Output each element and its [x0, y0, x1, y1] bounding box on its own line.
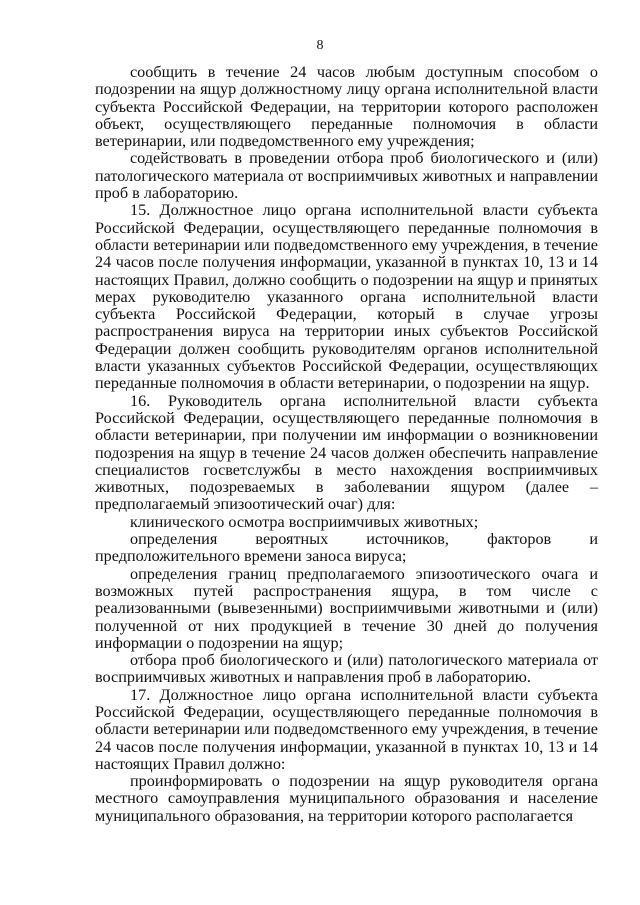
paragraph: определения границ предполагаемого эпизоотического очага и возможных путей распространения ящура, в том числе с реализованными (вывезенными) восприимчивыми животными и (или) полученной от них продукцией в течение 30 дней до получения информации о подозрении на ящур;: [95, 564, 598, 652]
paragraph: отбора проб биологического и (или) патологического материала от восприимчивых животных и направления проб в лабораторию.: [95, 651, 598, 687]
paragraph: 16. Руководитель органа исполнительной власти субъекта Российской Федерации, осуществляющего переданные полномочия в области ветеринарии, при получении им информации о возникновении подозрения на ящур в течение 24 часов должен обеспечить направление специалистов госветслужбы в место нахождения восприимчивых животных, подозреваемых в заболевании ящуром (далее – предполагаемый эпизоотический очаг) для:: [95, 391, 598, 514]
paragraph: клинического осмотра восприимчивых животных;: [130, 512, 479, 531]
paragraph: содействовать в проведении отбора проб биологического и (или) патологического материала от восприимчивых животных и направлении проб в лабораторию.: [95, 149, 598, 203]
paragraph: 17. Должностное лицо органа исполнительной власти субъекта Российской Федерации, осуществляющего переданные полномочия в области ветеринарии или подведомственного ему учреждения, в течение 24 часов после получения информации, указанной в пунктах 10, 13 и 14 настоящих Правил должно:: [95, 685, 598, 773]
page-number: 8: [316, 38, 324, 53]
paragraph: сообщить в течение 24 часов любым доступным способом о подозрении на ящур должностному лицу органа исполнительной власти субъекта Российской Федерации, на территории которого расположен объект, осуществляющего переданные полномочия в области ветеринарии, или подведомственного ему учреждения;: [95, 63, 598, 151]
paragraph: проинформировать о подозрении на ящур руководителя органа местного самоуправления муниципального образования и население муниципального образования, на территории которого располагается: [95, 772, 598, 825]
document-body: [95, 64, 598, 825]
paragraph: определения вероятных источников, факторов и предположительного времени заноса вируса;: [95, 530, 598, 566]
paragraph: 15. Должностное лицо органа исполнительной власти субъекта Российской Федерации, осуществляющего переданные полномочия в области ветеринарии или подведомственного ему учреждения, в течение 24 часов после получения информации, указанной в пунктах 10, 13 и 14 настоящих Правил, должно сообщить о подозрении на ящур и принятых мерах руководителю указанного органа исполнительной власти субъекта Российской Федерации, который в случае угрозы распространения вируса на территории иных субъектов Российской Федерации должен сообщить руководителям органов исполнительной власти указанных субъектов Российской Федерации, осуществляющих переданные полномочия в области ветеринарии, о подозрении на ящур.: [95, 201, 598, 393]
